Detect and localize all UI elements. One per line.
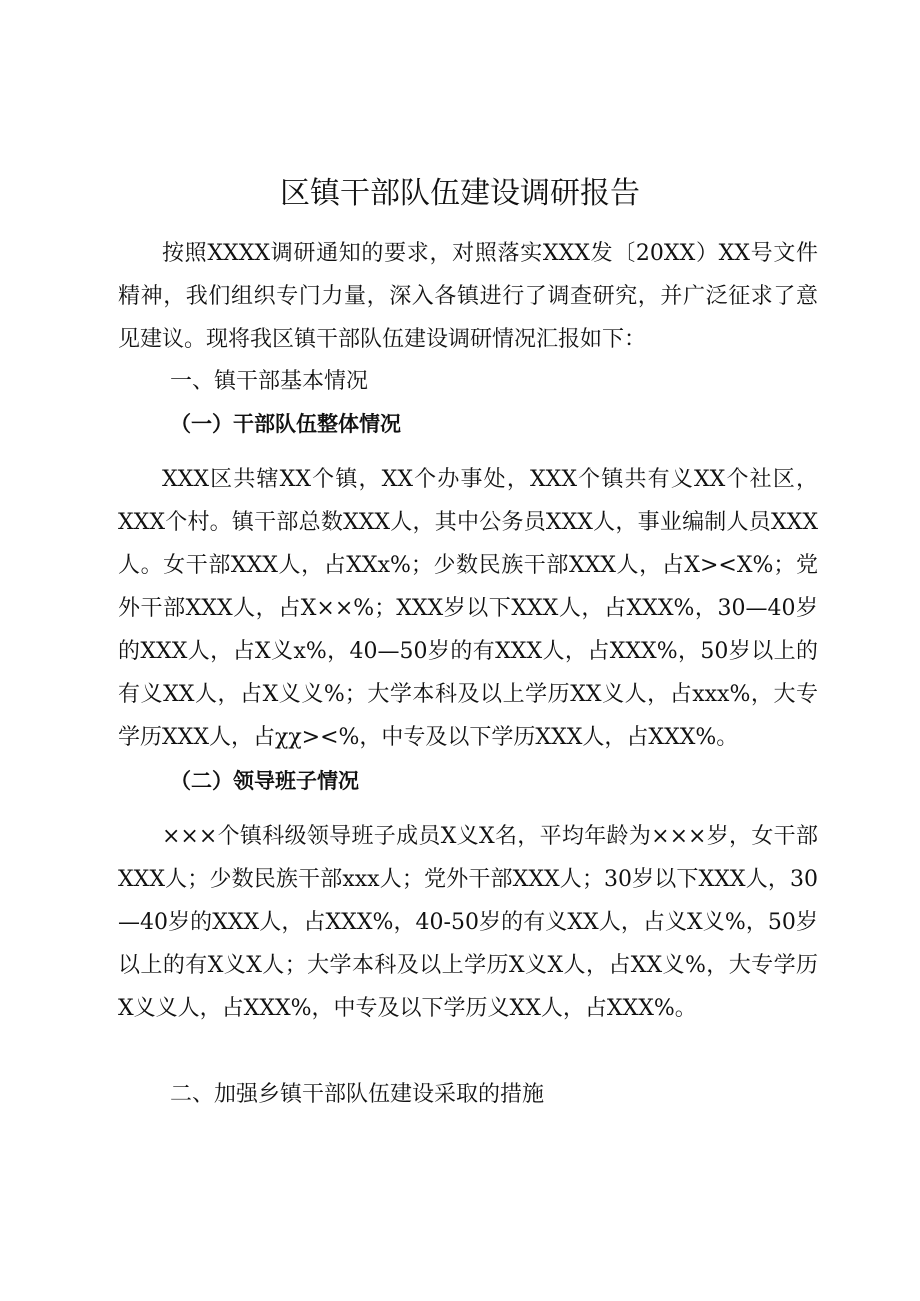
section-2-heading: 二、加强乡镇干部队伍建设采取的措施 xyxy=(170,1082,545,1107)
document-title: 区镇干部队伍建设调研报告 xyxy=(280,176,640,211)
subsection-2-heading: （二）领导班子情况 xyxy=(170,769,359,793)
subsection-1-heading: （一）干部队伍整体情况 xyxy=(170,412,401,436)
section-1-heading: 一、镇干部基本情况 xyxy=(170,369,369,394)
subsection-2-body: ×××个镇科级领导班子成员X义X名，平均年龄为×××岁，女干部XXX人；少数民族干部xxx人；党外干部XXX人；30岁以下XXX人，30—40岁的XXX人，占XXX%，40-50岁的有义XX人，占义X义%，50岁以上的有X义X人；大学本科及以上学历X义X人，占XX义%，大专学历X义义人，占XXX%，中专及以下学历义XX人，占XXX%。 xyxy=(118,824,818,1021)
intro-paragraph: 按照XXXX调研通知的要求，对照落实XXX发〔20XX）XX号文件精神，我们组织专门力量，深入各镇进行了调查研究，并广泛征求了意见建议。现将我区镇干部队伍建设调研情况汇报如下： xyxy=(118,241,818,352)
subsection-1-body: XXX区共辖XX个镇，XX个办事处，XXX个镇共有义XX个社区，XXX个村。镇干部总数XXX人，其中公务员XXX人，事业编制人员XXX人。女干部XXX人，占XXx%；少数民族干部XXX人，占X><X%；党外干部XXX人，占X××%；XXX岁以下XXX人，占XXX%，30—40岁的XXX人，占X义x%，40—50岁的有XXX人，占XXX%，50岁以上的有义XX人，占X义义%；大学本科及以上学历XX义人，占xxx%，大专学历XXX人，占χχ><%，中专及以下学历XXX人，占XXX%。 xyxy=(118,467,818,750)
